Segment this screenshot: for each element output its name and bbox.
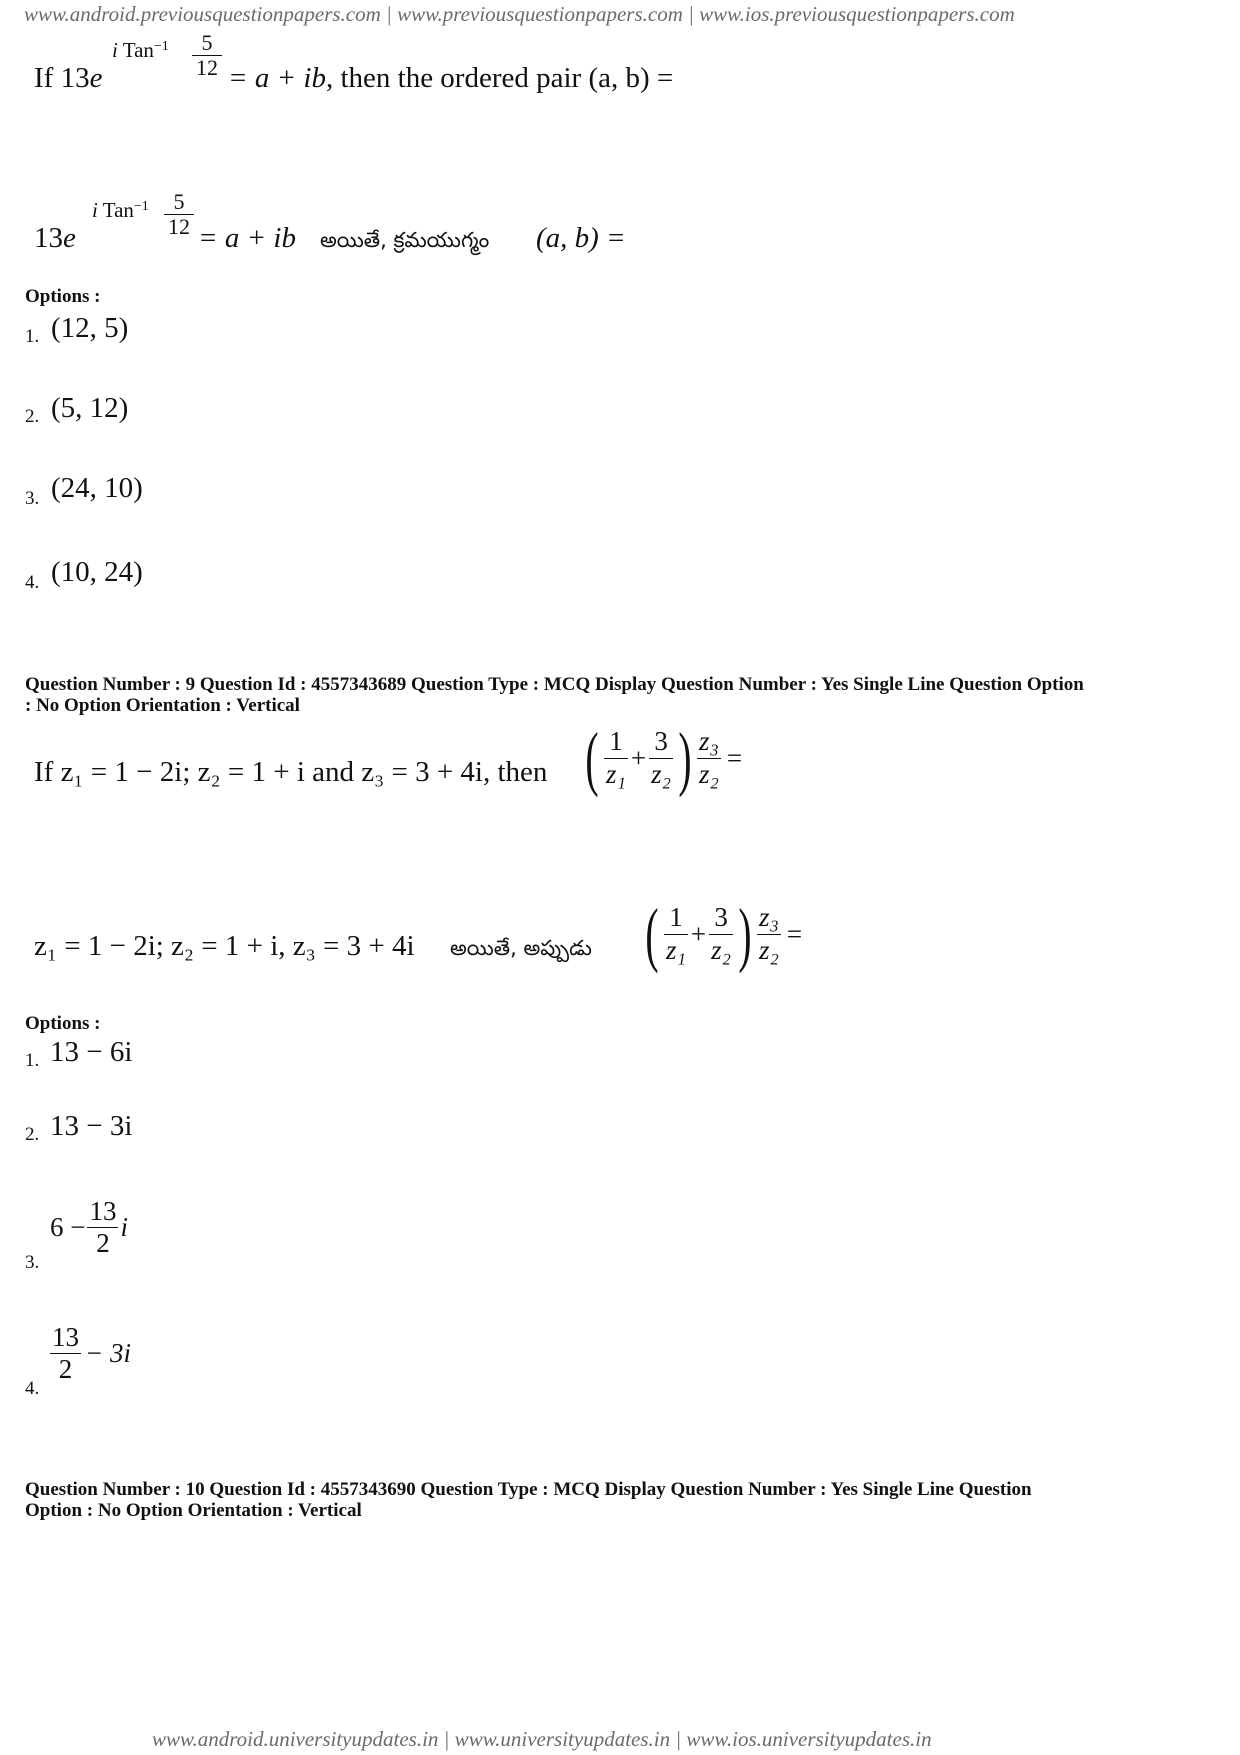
q10-meta-line-1: Question Number : 10 Question Id : 4557343690 Question Type : MCQ Display Question Number : Yes Single Line Question — [25, 1479, 1032, 1500]
q8-exponent: i Tan$^{-1}$ — [112, 38, 169, 62]
q8-option-3[interactable]: (24, 10) — [51, 472, 143, 504]
q9-stem-telugu: z₁ = 1 − 2i; z₂ = 1 + i, z₃ = 3 + 4i — [34, 930, 415, 962]
q9-option-1-num: 1. — [25, 1050, 40, 1071]
q9-option-2[interactable]: 13 − 3i — [50, 1110, 133, 1142]
q9-option-4[interactable]: $\frac{13}{2}$ − 3i — [52, 1322, 131, 1385]
q9-expression: ( $\frac{1}{\text{z₁}}$ + $\frac{3}{\text{z₂}}$ ) $\frac{\text{z₃}}{\text{z₂}}$ = — [585, 718, 743, 798]
q8-option-2[interactable]: (5, 12) — [51, 392, 129, 424]
q8-exp-fraction: 5 12 — [192, 31, 222, 80]
q8-stem-telugu: 13e — [34, 222, 76, 254]
q9-option-4-num: 4. — [25, 1378, 40, 1399]
q9-te-text: అయితే, అప్పుడు — [450, 936, 592, 960]
q9-meta-line-2: : No Option Orientation : Vertical — [25, 695, 300, 716]
q8-stem-english — [34, 62, 102, 95]
q8-rhs: = a + ib, then the ordered pair (a, b) = — [228, 62, 674, 94]
q10-meta-line-2: Option : No Option Orientation : Vertical — [25, 1500, 362, 1521]
q9-frac-3: $\frac{\text{z₃}}{\text{z₂}}$ — [699, 726, 719, 789]
footer-watermark: www.android.universityupdates.in | www.universityupdates.in | www.ios.universityupdates.in — [152, 1727, 932, 1751]
q8-te-tail: (a, b) = — [536, 222, 626, 254]
q8-option-4[interactable]: (10, 24) — [51, 556, 143, 588]
q8-te-exponent: i Tan$^{-1}$ — [92, 198, 149, 222]
q9-stem-english: If z₁ = 1 − 2i; z₂ = 1 + i and z₃ = 3 + 4i, then — [34, 756, 548, 788]
q9-option-3-num: 3. — [25, 1252, 40, 1273]
header-watermark: www.android.previousquestionpapers.com | www.previousquestionpapers.com | www.ios.previousquestionpapers.com — [24, 2, 1015, 26]
q9-option-1[interactable]: 13 − 6i — [50, 1036, 133, 1068]
q8-te-text: అయితే, క్రమయుగ్మం — [320, 228, 490, 252]
q8-e: e — [89, 62, 103, 94]
q8-option-1[interactable]: (12, 5) — [51, 312, 129, 344]
q8-te-rhs: = a + ib — [198, 222, 296, 254]
q9-te-expression: ( $\frac{1}{\text{z₁}}$ + $\frac{3}{\text{z₂}}$ ) $\frac{\text{z₃}}{\text{z₂}}$ = — [645, 894, 803, 974]
q9-meta-line-1: Question Number : 9 Question Id : 4557343689 Question Type : MCQ Display Question Number : Yes Single Line Question Option — [25, 674, 1084, 695]
q8-option-2-num: 2. — [25, 406, 40, 427]
q9-frac-2: $\frac{3}{\text{z₂}}$ — [651, 726, 672, 789]
q9-option-2-num: 2. — [25, 1124, 40, 1145]
q9-option-3[interactable]: 6 − $\frac{13}{2}$ i — [50, 1196, 128, 1259]
q8-prefix: If 13 — [34, 62, 90, 94]
q8-option-1-num: 1. — [25, 326, 40, 347]
q9-options-label: Options : — [25, 1013, 101, 1034]
q8-option-3-num: 3. — [25, 488, 40, 509]
q8-option-4-num: 4. — [25, 572, 40, 593]
q8-te-exp-fraction: 5 12 — [164, 190, 194, 239]
q8-options-label: Options : — [25, 286, 101, 307]
q9-frac-1: $\frac{1}{\text{z₁}}$ — [605, 726, 626, 789]
